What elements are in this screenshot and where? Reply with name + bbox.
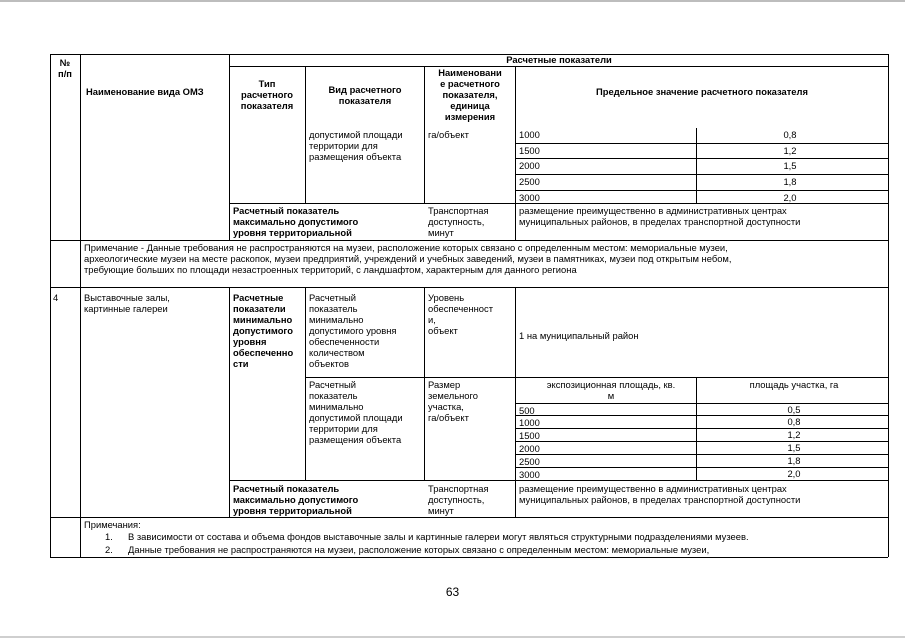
header-group: Расчетные показатели [506, 54, 612, 65]
rule [230, 203, 888, 204]
header-num: № п/п [58, 57, 72, 79]
s2-value-1: 1 на муниципальный район [519, 330, 639, 341]
s2-row-3-right: 1,2 [787, 429, 801, 440]
s1-kind: допустимой площади территории для размещения объекта [309, 129, 403, 162]
s1-row-5-right: 2,0 [783, 192, 797, 203]
s1-row-2-right: 1,2 [783, 145, 797, 156]
s2-row-6-right: 2,0 [787, 468, 801, 479]
rule [516, 441, 888, 442]
rule [50, 557, 888, 558]
s2-sub-right: площадь участка, га [749, 379, 839, 390]
s2-row-1-left: 500 [519, 405, 535, 415]
s1-row-1-left: 1000 [519, 129, 540, 140]
page-number: 63 [445, 585, 460, 599]
rule [305, 66, 306, 203]
rule [230, 66, 888, 67]
s2-note-1-text: В зависимости от состава и объема фондов выставочные залы и картинные галереи могут являться структурными подразделениями музеев. [128, 531, 749, 542]
s1-row-4-left: 2500 [519, 176, 540, 187]
s2-notes-title: Примечания: [84, 519, 141, 530]
rule [516, 143, 888, 144]
rule [516, 415, 888, 416]
rule [230, 480, 888, 481]
rule [424, 287, 425, 480]
s2-transport-type: Расчетный показатель максимально допустимого уровня территориальной [233, 483, 359, 516]
s1-note: Примечание - Данные требования не распространяются на музеи, расположение которых связано с определенным местом: мемориальные музеи, археологические музеи на месте раскопок, музеи предприятий, учреждений и учебных заведений, музеи в памятниках, музеи под открытым небом, требующие больших по площади незастроенных территорий, с ландшафтом, характерным для данного региона [84, 242, 732, 275]
s1-transport-type: Расчетный показатель максимально допустимого уровня территориальной [233, 205, 359, 238]
s2-note-2-text: Данные требования не распространяются на музеи, расположение которых связано с определенным местом: мемориальные музеи, [128, 544, 710, 555]
rule [516, 403, 888, 404]
s2-name: Выставочные залы, картинные галереи [84, 292, 170, 314]
s2-row-6-left: 3000 [519, 469, 540, 479]
rule [516, 428, 888, 429]
rule [229, 54, 230, 240]
s2-row-5-left: 2500 [519, 456, 540, 466]
rule [515, 66, 516, 240]
s2-row-4-left: 2000 [519, 443, 540, 453]
rule [50, 517, 888, 518]
s1-unit: га/объект [428, 129, 469, 140]
rule [50, 54, 888, 55]
rule [229, 287, 230, 517]
s2-unit-2: Размер земельного участка, га/объект [428, 379, 478, 423]
header-type: Тип расчетного показателя [240, 78, 294, 111]
rule [306, 377, 888, 378]
header-limit: Предельное значение расчетного показателя [596, 86, 808, 97]
s2-row-5-right: 1,8 [787, 455, 801, 466]
header-unit: Наименовани е расчетного показателя, единица измерения [438, 67, 502, 122]
s2-transport-value: размещение преимущественно в административных центрах муниципальных районов, в пределах транспортной доступности [519, 483, 801, 505]
bottom-border [0, 636, 905, 638]
s1-row-3-left: 2000 [519, 160, 540, 171]
rule [516, 190, 888, 191]
s2-type: Расчетные показатели минимально допустимого уровня обеспеченно сти [233, 292, 294, 369]
s2-note-2-num: 2. [105, 544, 113, 555]
rule [516, 174, 888, 175]
header-kind: Вид расчетного показателя [328, 84, 402, 106]
s1-row-4-right: 1,8 [783, 176, 797, 187]
rule [50, 240, 888, 241]
rule [50, 287, 888, 288]
rule [80, 54, 81, 557]
rule [696, 377, 697, 480]
s2-num: 4 [53, 292, 59, 303]
s1-row-3-right: 1,5 [783, 160, 797, 171]
s1-transport-value: размещение преимущественно в административных центрах муниципальных районов, в пределах транспортной доступности [519, 205, 801, 227]
rule [424, 66, 425, 203]
s2-row-1-right: 0,5 [787, 404, 801, 415]
s2-sub-left: экспозиционная площадь, кв. м [546, 379, 676, 401]
rule [696, 128, 697, 203]
top-border [0, 0, 905, 2]
s2-row-3-left: 1500 [519, 430, 540, 440]
s2-row-4-right: 1,5 [787, 442, 801, 453]
rule [888, 54, 889, 557]
rule [516, 454, 888, 455]
s2-note-1-num: 1. [105, 531, 113, 542]
rule [515, 287, 516, 517]
s2-transport-unit: Транспортная доступность, минут [428, 483, 489, 516]
rule [305, 287, 306, 480]
header-omz-name: Наименование вида ОМЗ [86, 86, 204, 97]
indicator-table [50, 54, 888, 558]
s2-kind-2: Расчетный показатель минимально допустимой площади территории для размещения объекта [309, 379, 403, 445]
s2-row-2-left: 1000 [519, 417, 540, 427]
rule [516, 158, 888, 159]
rule [50, 54, 51, 557]
s2-unit-1: Уровень обеспеченност и, объект [428, 292, 494, 336]
s1-row-2-left: 1500 [519, 145, 540, 156]
s2-row-2-right: 0,8 [787, 416, 801, 427]
s1-row-5-left: 3000 [519, 192, 540, 203]
rule [516, 467, 888, 468]
s2-kind-1: Расчетный показатель минимально допустимого уровня обеспеченности количеством объектов [309, 292, 397, 369]
s1-row-1-right: 0,8 [783, 129, 797, 140]
s1-transport-unit: Транспортная доступность, минут [428, 205, 489, 238]
